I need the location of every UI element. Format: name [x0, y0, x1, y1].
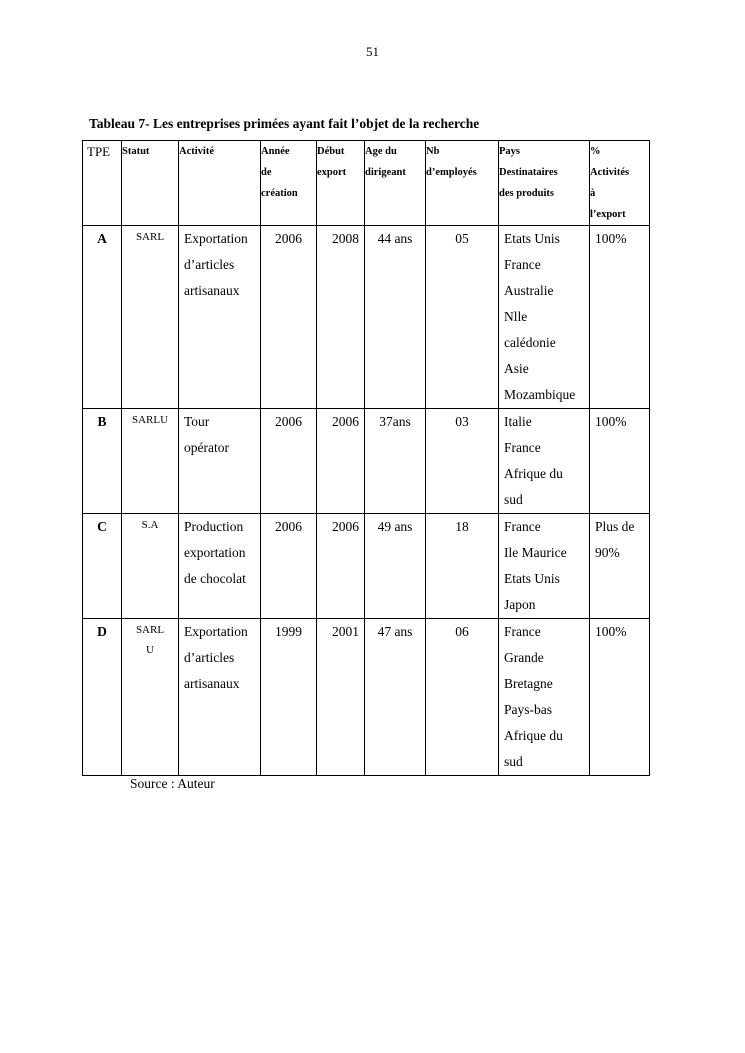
cell-line: Australie [504, 283, 554, 298]
header-line: Activités [590, 167, 630, 178]
header-pays [499, 141, 590, 226]
cell-debut: 2006 [317, 409, 365, 514]
header-line: export [317, 167, 347, 178]
cell-line: Pays-bas [504, 702, 552, 717]
header-line: des produits [499, 188, 554, 199]
cell-line: Bretagne [504, 676, 553, 691]
header-tpe [83, 141, 122, 226]
cell-line: artisanaux [184, 676, 240, 691]
cell-age: 44 ans [365, 226, 426, 409]
cell-line: SARL [135, 624, 165, 636]
cell-tpe: A [83, 226, 122, 409]
header-nb [426, 141, 499, 226]
cell-line: France [504, 440, 541, 455]
header-line: Destinataires [499, 167, 558, 178]
header-line: TPE [87, 144, 111, 159]
cell-line: Afrique du [504, 728, 563, 743]
cell-annee: 1999 [261, 619, 317, 776]
header-line: Début [317, 146, 345, 157]
cell-tpe: C [83, 514, 122, 619]
cell-line: Tour [184, 414, 210, 429]
cell-line: Etats Unis [504, 571, 560, 586]
cell-age: 37ans [365, 409, 426, 514]
cell-line: Exportation [184, 624, 248, 639]
cell-line: Etats Unis [504, 231, 560, 246]
cell-nb: 06 [426, 619, 499, 776]
header-statut [122, 141, 179, 226]
cell-line: Grande [504, 650, 544, 665]
cell-debut: 2001 [317, 619, 365, 776]
header-debut [317, 141, 365, 226]
cell-statut [122, 619, 179, 776]
cell-debut: 2006 [317, 514, 365, 619]
cell-tpe: B [83, 409, 122, 514]
cell-line: Production [184, 519, 244, 534]
cell-activite [179, 409, 261, 514]
table-row [83, 409, 650, 514]
table-row [83, 226, 650, 409]
cell-line: France [504, 519, 541, 534]
cell-pays [499, 619, 590, 776]
header-line: Age du [365, 146, 397, 157]
cell-line: d’articles [184, 650, 235, 665]
table-caption: Tableau 7- Les entreprises primées ayant fait l’objet de la recherche [89, 116, 480, 131]
cell-line: 100% [595, 414, 627, 429]
cell-line: U [146, 644, 154, 656]
cell-line: Afrique du [504, 466, 563, 481]
cell-line: 100% [595, 624, 627, 639]
header-line: % [590, 146, 601, 157]
cell-line: Exportation [184, 231, 248, 246]
header-line: Activité [179, 146, 214, 157]
cell-pct [590, 514, 650, 619]
cell-line: Italie [504, 414, 532, 429]
page-number: 51 [366, 44, 379, 59]
table-header-row [83, 141, 650, 226]
cell-annee: 2006 [261, 409, 317, 514]
header-pct [590, 141, 650, 226]
cell-annee: 2006 [261, 226, 317, 409]
cell-line: S.A [141, 519, 159, 531]
header-line: Statut [122, 146, 150, 157]
cell-pct [590, 409, 650, 514]
cell-line: de chocolat [184, 571, 246, 586]
cell-age: 47 ans [365, 619, 426, 776]
cell-line: Japon [504, 597, 536, 612]
cell-pays [499, 514, 590, 619]
header-line: Nb [426, 146, 440, 157]
table-body [83, 226, 650, 776]
cell-activite [179, 226, 261, 409]
cell-line: 100% [595, 231, 627, 246]
cell-line: Plus de [595, 519, 635, 534]
cell-annee: 2006 [261, 514, 317, 619]
cell-age: 49 ans [365, 514, 426, 619]
cell-line: calédonie [504, 335, 556, 350]
cell-line: opérator [184, 440, 229, 455]
header-line: à [590, 188, 596, 199]
cell-statut [122, 226, 179, 409]
cell-statut [122, 514, 179, 619]
cell-line: Mozambique [504, 387, 576, 402]
header-annee [261, 141, 317, 226]
cell-pays [499, 409, 590, 514]
table-row [83, 619, 650, 776]
cell-line: Ile Maurice [504, 545, 567, 560]
header-activite [179, 141, 261, 226]
header-age [365, 141, 426, 226]
header-line: d’employés [426, 167, 477, 178]
cell-line: Asie [504, 361, 529, 376]
enterprises-table [82, 140, 650, 776]
source-note: Source : Auteur [130, 776, 215, 791]
cell-pct [590, 226, 650, 409]
cell-pays [499, 226, 590, 409]
cell-statut [122, 409, 179, 514]
cell-line: 90% [595, 545, 620, 560]
cell-line: Nlle [504, 309, 528, 324]
cell-nb: 18 [426, 514, 499, 619]
cell-debut: 2008 [317, 226, 365, 409]
cell-line: artisanaux [184, 283, 240, 298]
header-line: de [261, 167, 272, 178]
cell-nb: 03 [426, 409, 499, 514]
cell-tpe: D [83, 619, 122, 776]
cell-line: sud [504, 754, 523, 769]
cell-line: France [504, 624, 541, 639]
header-line: Pays [499, 146, 520, 157]
header-line: création [261, 188, 298, 199]
cell-activite [179, 514, 261, 619]
cell-line: sud [504, 492, 523, 507]
cell-line: exportation [184, 545, 246, 560]
cell-activite [179, 619, 261, 776]
cell-line: SARL [135, 231, 165, 243]
cell-line: France [504, 257, 541, 272]
cell-line: d’articles [184, 257, 235, 272]
cell-nb: 05 [426, 226, 499, 409]
cell-pct [590, 619, 650, 776]
table-row [83, 514, 650, 619]
header-line: dirigeant [365, 167, 406, 178]
header-line: Année [261, 146, 290, 157]
header-line: l’export [590, 209, 626, 220]
cell-line: SARLU [131, 414, 169, 426]
